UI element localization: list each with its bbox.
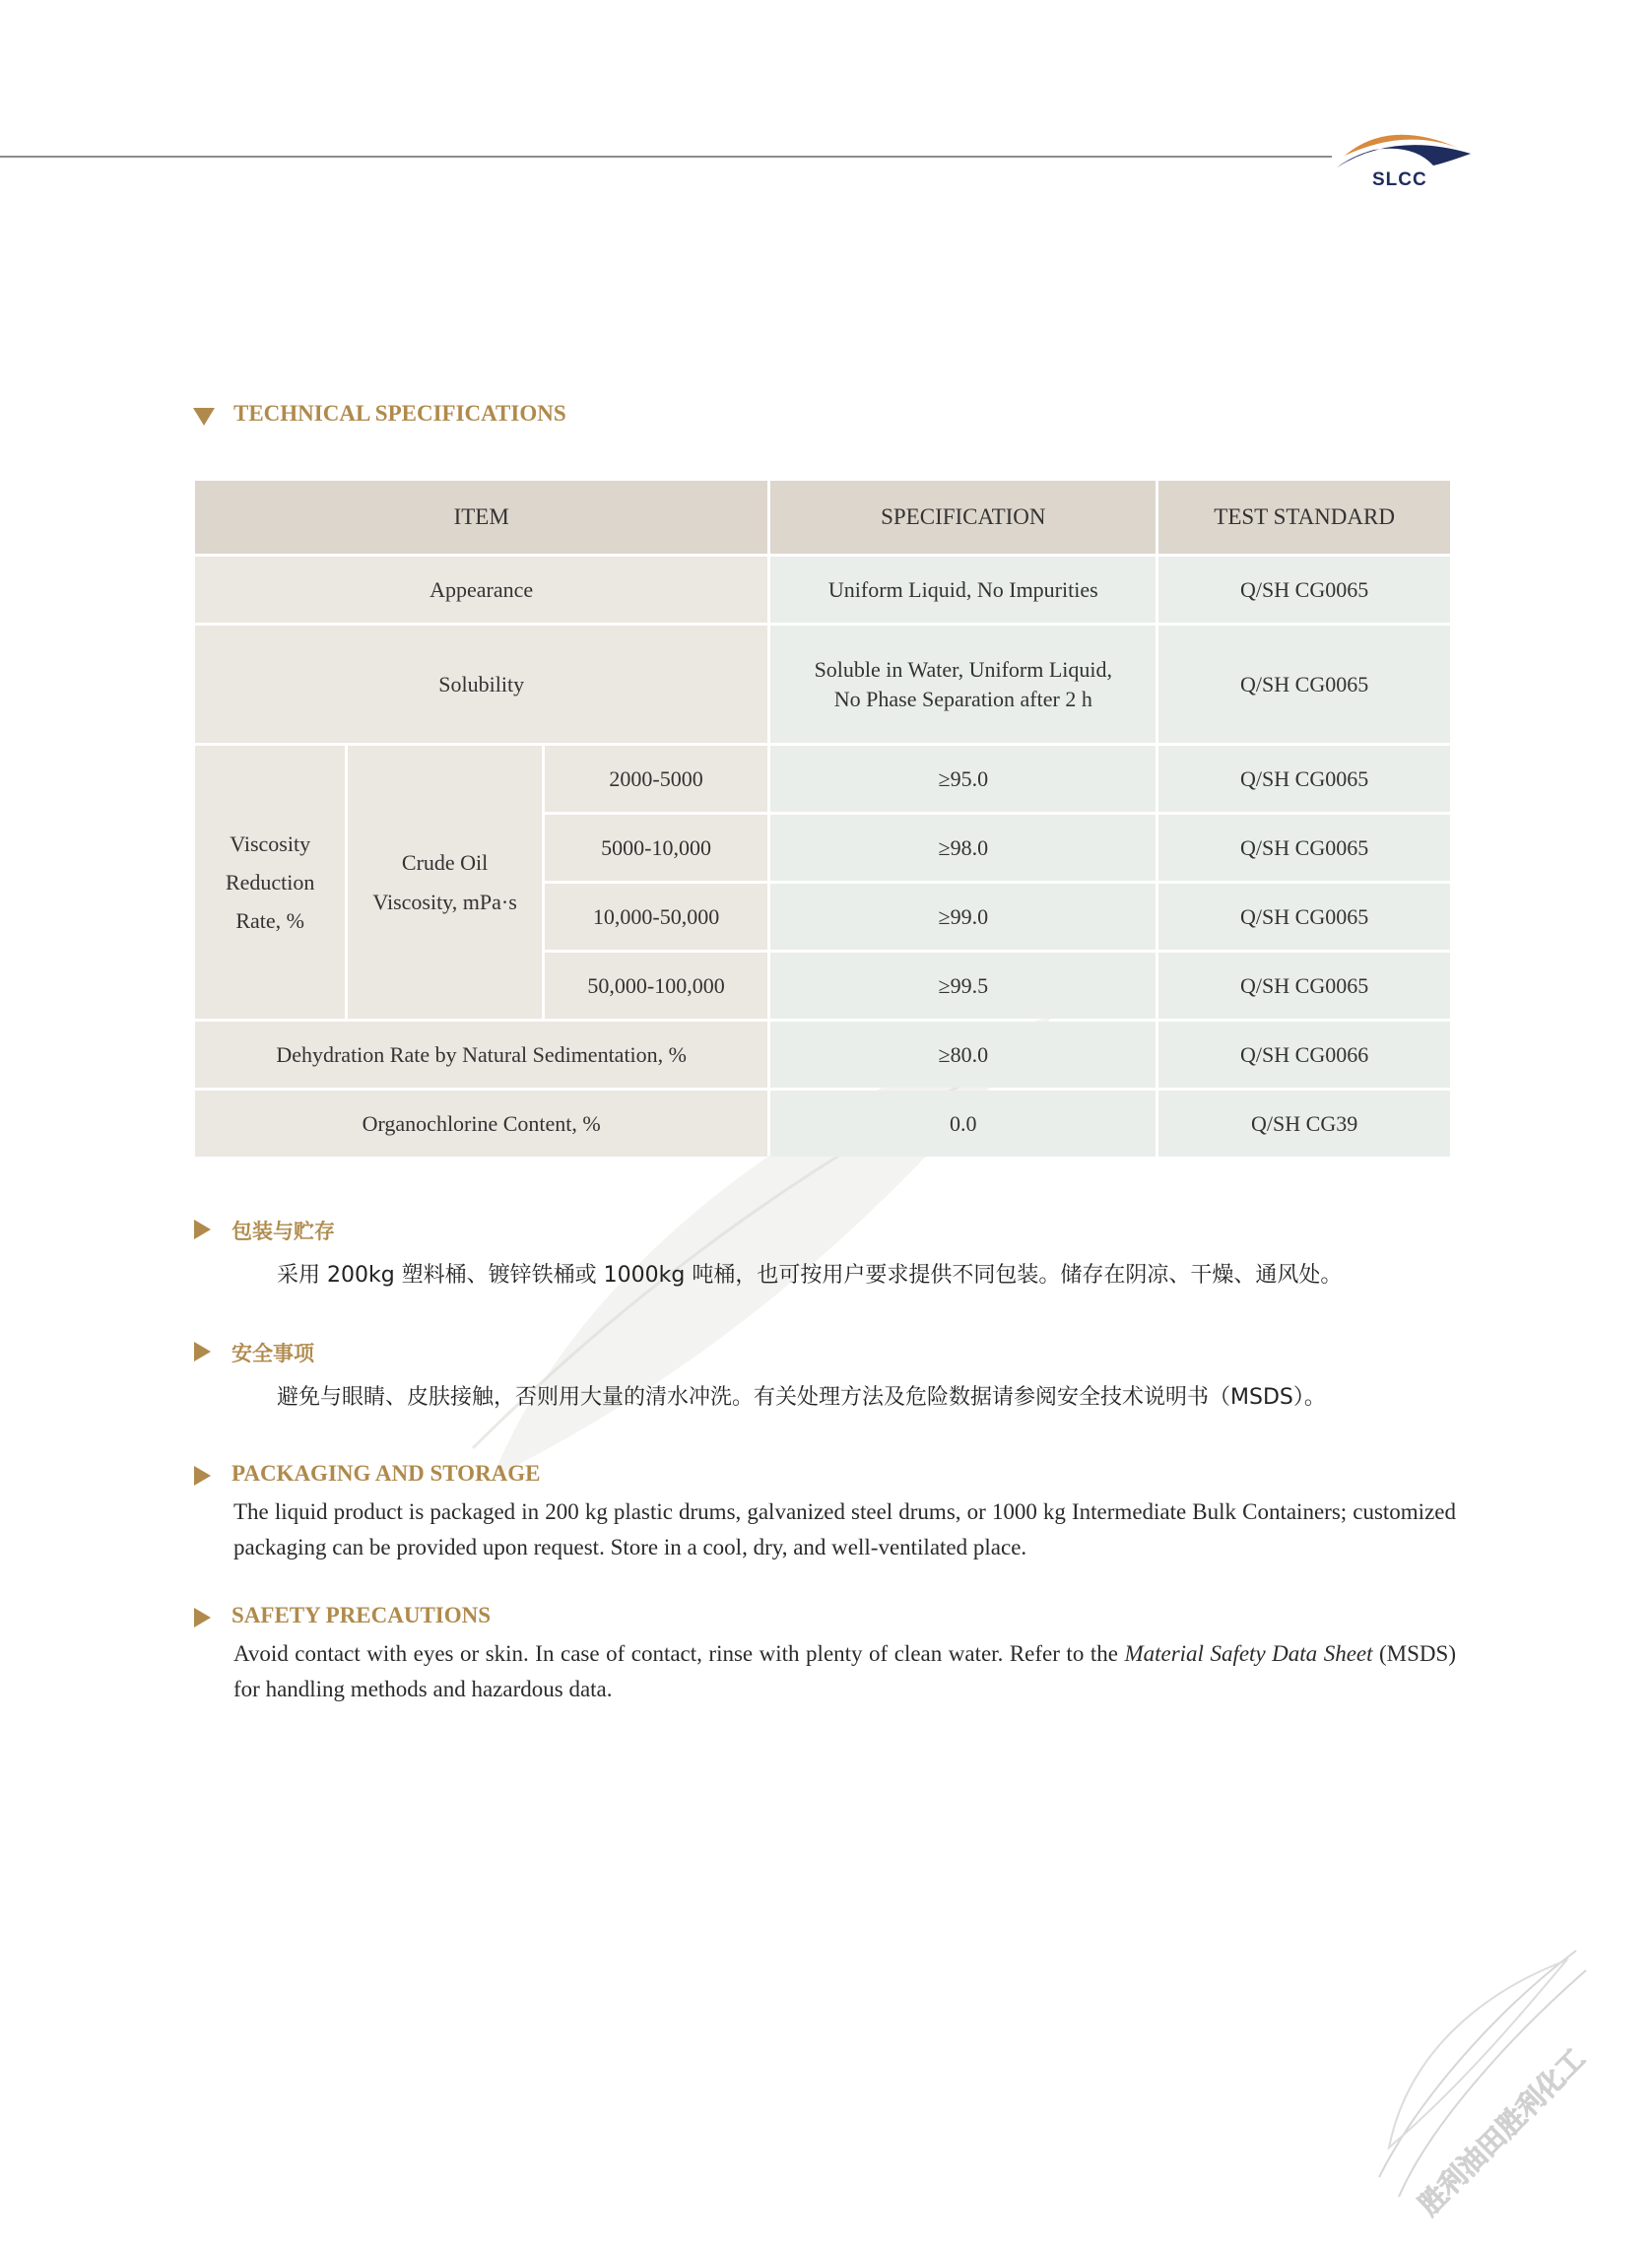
cell-spec [770, 626, 1156, 743]
section-marker-icon [193, 408, 215, 426]
cell-standard: Q/SH CG0065 [1158, 746, 1450, 812]
cell-spec-line: Soluble in Water, Uniform Liquid, [814, 656, 1113, 682]
spec-table [192, 478, 1453, 1160]
table-header-row [195, 481, 1450, 554]
table-row [195, 746, 1450, 812]
en-packaging-title: PACKAGING AND STORAGE [231, 1461, 541, 1486]
cell-standard: Q/SH CG0065 [1158, 884, 1450, 950]
cell-spec: ≥95.0 [770, 746, 1156, 812]
cell-standard: Q/SH CG0065 [1158, 557, 1450, 623]
crude-oil-label [348, 746, 541, 1019]
table-row [195, 557, 1450, 623]
table-row [195, 1091, 1450, 1157]
en-packaging-body: The liquid product is packaged in 200 kg plastic drums, galvanized steel drums, or 1000 kg Intermediate Bulk Containers; customized packaging can be provided upon request. Store in a cool, dry, and well-ventilated place. [233, 1499, 1456, 1559]
viscosity-label-line: Rate, % [235, 908, 304, 933]
viscosity-label-line: Reduction [225, 870, 315, 895]
corner-watermark-text: 胜利油田胜利化工 [1412, 2042, 1592, 2222]
viscosity-label-line: Viscosity [230, 831, 311, 856]
cell-spec: Uniform Liquid, No Impurities [770, 557, 1156, 623]
cell-spec: ≥80.0 [770, 1022, 1156, 1088]
msds-title: Material Safety Data Sheet [1124, 1641, 1373, 1666]
cell-spec: ≥99.5 [770, 953, 1156, 1019]
header-spec: SPECIFICATION [770, 481, 1156, 554]
cell-standard: Q/SH CG0065 [1158, 815, 1450, 881]
cell-range: 50,000-100,000 [545, 953, 768, 1019]
section-marker-icon [194, 1608, 211, 1627]
logo-text: SLCC [1372, 169, 1427, 190]
cell-spec: 0.0 [770, 1091, 1156, 1157]
corner-watermark-icon [1359, 1931, 1616, 2226]
section-marker-icon [194, 1466, 211, 1486]
cell-item: Organochlorine Content, % [195, 1091, 767, 1157]
table-row [195, 1022, 1450, 1088]
top-rule [0, 156, 1332, 158]
cell-standard: Q/SH CG39 [1158, 1091, 1450, 1157]
tech-spec-title: TECHNICAL SPECIFICATIONS [233, 401, 566, 426]
cell-standard: Q/SH CG0066 [1158, 1022, 1450, 1088]
viscosity-label [195, 746, 345, 1019]
cell-spec: ≥98.0 [770, 815, 1156, 881]
section-marker-icon [194, 1342, 211, 1361]
cell-spec: ≥99.0 [770, 884, 1156, 950]
cell-item: Solubility [195, 626, 767, 743]
cell-standard: Q/SH CG0065 [1158, 953, 1450, 1019]
cell-range: 10,000-50,000 [545, 884, 768, 950]
en-safety-text: (MSDS) for handling methods and hazardous data. [233, 1641, 1456, 1701]
cell-item: Dehydration Rate by Natural Sedimentation, % [195, 1022, 767, 1088]
cn-safety-body: 避免与眼睛、皮肤接触，否则用大量的清水冲洗。有关处理方法及危险数据请参阅安全技术说明书（MSDS）。 [277, 1385, 1326, 1410]
cell-standard: Q/SH CG0065 [1158, 626, 1450, 743]
crude-oil-label-line: Viscosity, mPa·s [372, 889, 517, 914]
cell-range: 2000-5000 [545, 746, 768, 812]
cell-item: Appearance [195, 557, 767, 623]
section-marker-icon [194, 1220, 211, 1239]
en-safety-title: SAFETY PRECAUTIONS [231, 1603, 492, 1627]
crude-oil-label-line: Crude Oil [401, 849, 489, 875]
cn-packaging-body: 采用 200kg 塑料桶、镀锌铁桶或 1000kg 吨桶，也可按用户要求提供不同包装。储存在阴凉、干燥、通风处。 [277, 1263, 1343, 1288]
cn-packaging-title: 包装与贮存 [231, 1220, 335, 1243]
header-standard: TEST STANDARD [1158, 481, 1450, 554]
cell-spec-line: No Phase Separation after 2 h [833, 686, 1092, 711]
header-item: ITEM [195, 481, 767, 554]
cell-range: 5000-10,000 [545, 815, 768, 881]
en-safety-text: Avoid contact with eyes or skin. In case of contact, rinse with plenty of clean water. Refer to the [233, 1641, 1125, 1666]
en-safety-body [233, 1636, 1456, 1707]
cn-safety-title: 安全事项 [231, 1342, 314, 1365]
table-row [195, 626, 1450, 743]
